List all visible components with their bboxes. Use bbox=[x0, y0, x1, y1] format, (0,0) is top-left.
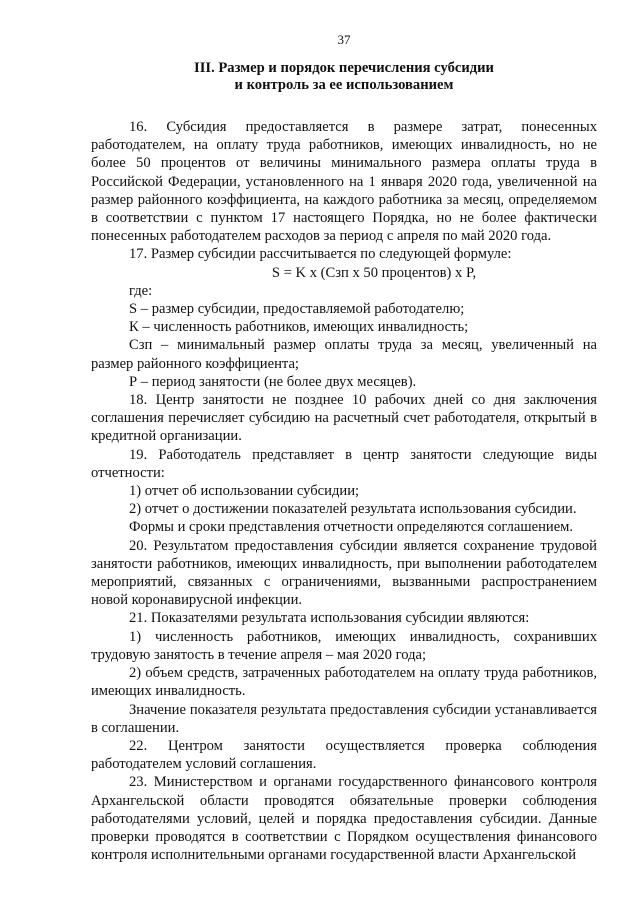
indicator-item-1: 1) численность работников, имеющих инвалидность, сохранивших трудовую занятость в течение апреля – мая 2020 года; bbox=[91, 628, 597, 663]
formula-definition-szp: Сзп – минимальный размер оплаты труда за месяц, увеличенный на размер районного коэффициента; bbox=[91, 337, 597, 372]
reporting-item-2: 2) отчет о достижении показателей результата использования субсидии. bbox=[129, 501, 577, 518]
section-heading-line-2: и контроль за ее использованием bbox=[234, 77, 454, 93]
paragraph-22: 22. Центром занятости осуществляется проверка соблюдения работодателем условий соглашения. bbox=[91, 737, 597, 773]
formula-where-label: где: bbox=[129, 282, 153, 299]
section-heading bbox=[91, 60, 597, 94]
formula-definition-s: S – размер субсидии, предоставляемой работодателю; bbox=[129, 301, 465, 318]
page-number: 37 bbox=[337, 32, 351, 47]
paragraph-21: 21. Показателями результата использования субсидии являются: bbox=[129, 610, 530, 627]
subsidy-formula: S = K x (Сзп x 50 процентов) x P, bbox=[271, 264, 477, 281]
section-heading-line-1: III. Размер и порядок перечисления субсидии bbox=[194, 60, 494, 76]
paragraph-19: 19. Работодатель представляет в центр занятости следующие виды отчетности: bbox=[91, 446, 597, 481]
paragraph-23: 23. Министерством и органами государственного финансового контроля Архангельской области проводятся обязательные проверки соблюдения работодателями условий, целей и порядка предоставления субсидии. Данные проверки проводятся в соответствии с Порядком осуществления финансового контроля исполнительными органами государственной власти Архангельской bbox=[91, 774, 597, 864]
paragraph-18: 18. Центр занятости не позднее 10 рабочих дней со дня заключения соглашения перечисляет субсидию на расчетный счет работодателя, открытый в кредитной организации. bbox=[91, 392, 597, 445]
indicator-value-note: Значение показателя результата предоставления субсидии устанавливается в соглашении. bbox=[91, 701, 597, 736]
paragraph-16: 16. Субсидия предоставляется в размере затрат, понесенных работодателем, на оплату труда работников, имеющих инвалидность, но не более 50 процентов от величины минимального размера оплаты труда в Российской Федерации, установленного на 1 января 2020 года, увеличенной на размер районного коэффициента, на каждого работника за месяц, определяемом в соответствии с пунктом 17 настоящего Порядка, но не более фактически понесенных работодателем расходов за период с апреля по май 2020 года. bbox=[91, 119, 597, 245]
reporting-item-1: 1) отчет об использовании субсидии; bbox=[129, 483, 360, 500]
paragraph-20: 20. Результатом предоставления субсидии является сохранение трудовой занятости работников, имеющих инвалидность, при выполнении работодателем мероприятий, связанных с ограничениями, вызванными распространением новой коронавирусной инфекции. bbox=[91, 537, 597, 609]
document-page bbox=[91, 32, 597, 864]
indicator-item-2: 2) объем средств, затраченных работодателем на оплату труда работников, имеющих инвалидность. bbox=[91, 665, 597, 700]
formula-definition-p: Р – период занятости (не более двух месяцев). bbox=[129, 373, 417, 390]
paragraph-17: 17. Размер субсидии рассчитывается по следующей формуле: bbox=[129, 246, 512, 263]
formula-definition-k: К – численность работников, имеющих инвалидность; bbox=[129, 319, 469, 336]
reporting-forms-note: Формы и сроки представления отчетности определяются соглашением. bbox=[129, 519, 574, 536]
